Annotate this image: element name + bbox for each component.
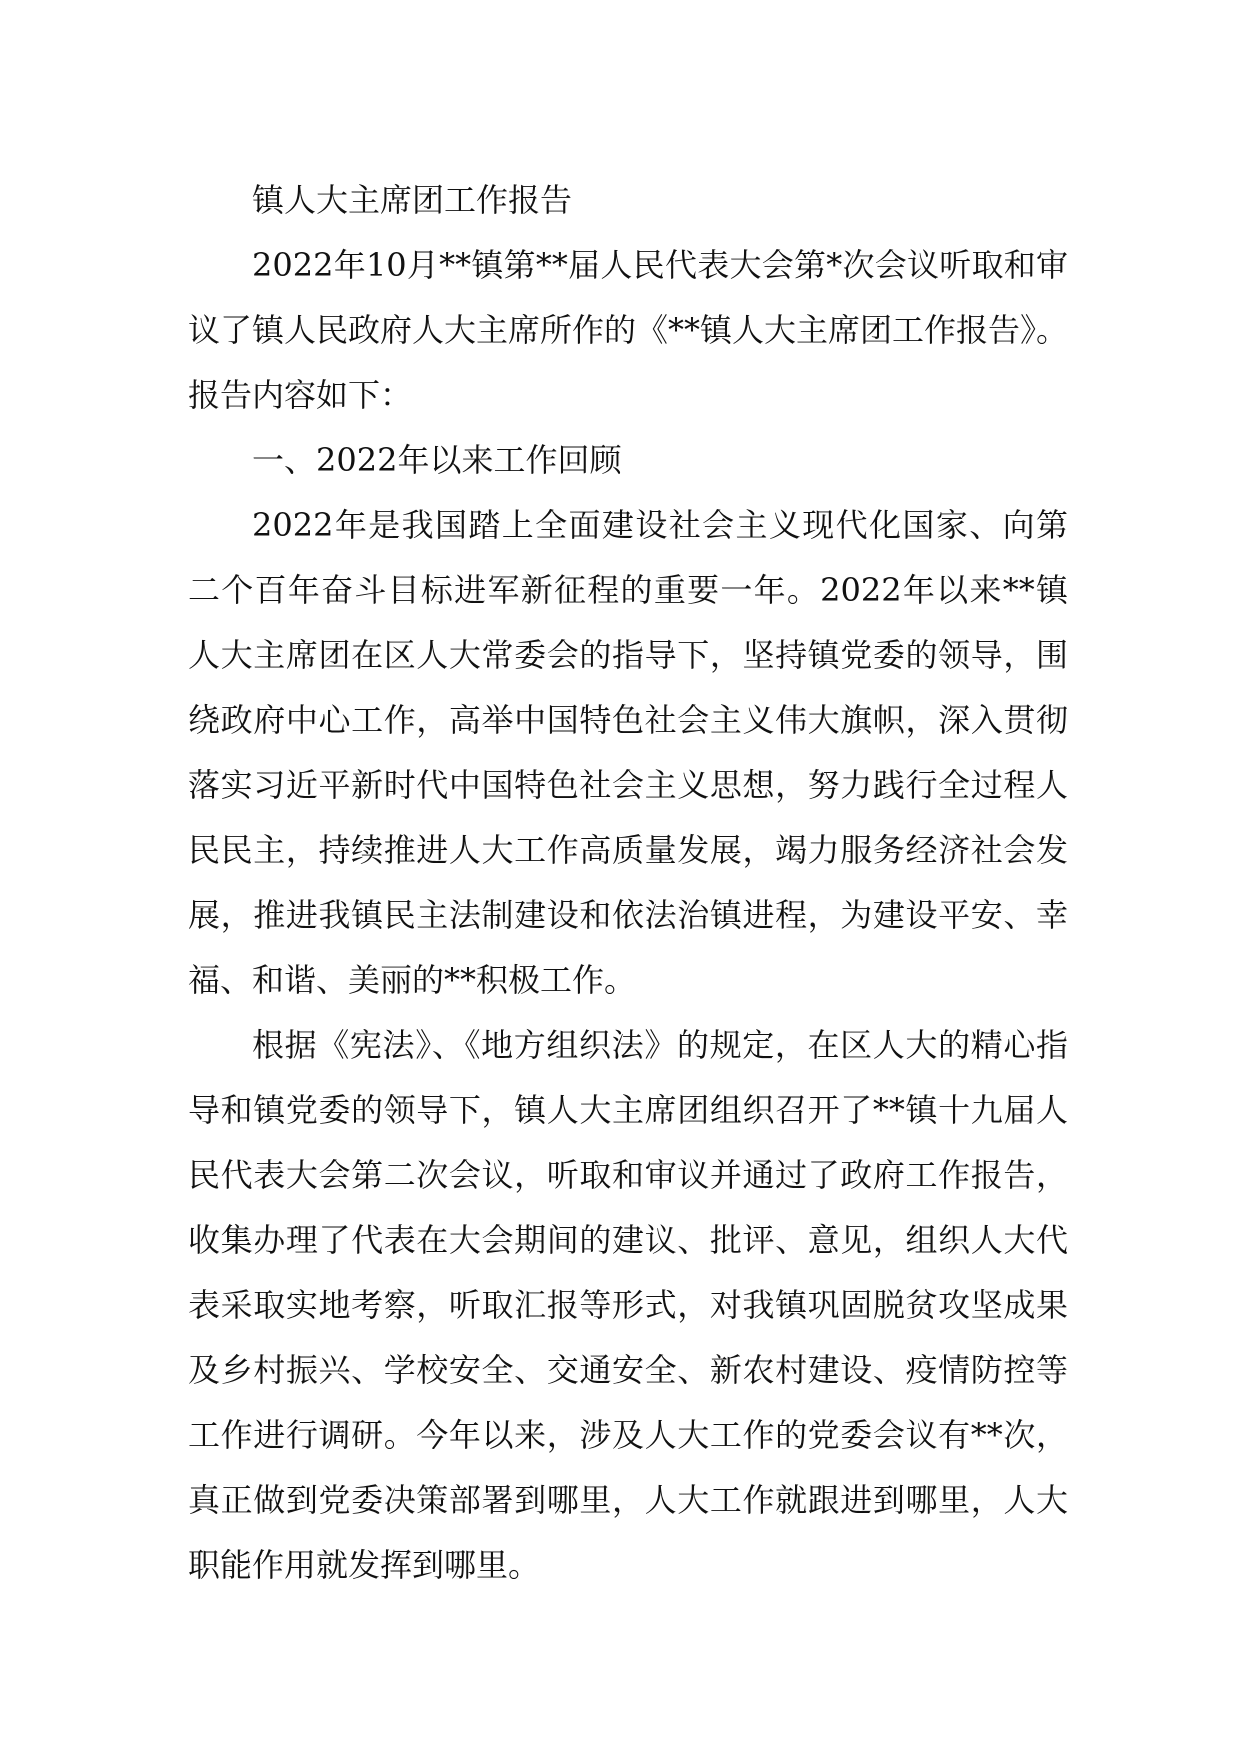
section-heading: 一、2022年以来工作回顾 (252, 441, 622, 479)
document-title: 镇人大主席团工作报告 (252, 181, 573, 219)
paragraph-legal-basis: 根据《宪法》、《地方组织法》的规定，在区人大的精心指导和镇党委的领导下，镇人大主席团组织召开了**镇十九届人民代表大会第二次会议，听取和审议并通过了政府工作报告，收集办理了代表在大会期间的建议、批评、意见，组织人大代表采取实地考察，听取汇报等形式，对我镇巩固脱贫攻坚成果及乡村振兴、学校安全、交通安全、新农村建设、疫情防控等工作进行调研。今年以来，涉及人大工作的党委会议有**次，真正做到党委决策部署到哪里，人大工作就跟进到哪里，人大职能作用就发挥到哪里。 (188, 1026, 1068, 1584)
document-body (188, 168, 1068, 1598)
paragraph-intro: 2022年10月**镇第**届人民代表大会第*次会议听取和审议了镇人民政府人大主席所作的《**镇人大主席团工作报告》。报告内容如下： (188, 246, 1069, 414)
paragraph-review: 2022年是我国踏上全面建设社会主义现代化国家、向第二个百年奋斗目标进军新征程的重要一年。2022年以来**镇人大主席团在区人大常委会的指导下，坚持镇党委的领导，围绕政府中心工作，高举中国特色社会主义伟大旗帜，深入贯彻落实习近平新时代中国特色社会主义思想，努力践行全过程人民民主，持续推进人大工作高质量发展，竭力服务经济社会发展，推进我镇民主法制建设和依法治镇进程，为建设平安、幸福、和谐、美丽的**积极工作。 (188, 506, 1068, 999)
